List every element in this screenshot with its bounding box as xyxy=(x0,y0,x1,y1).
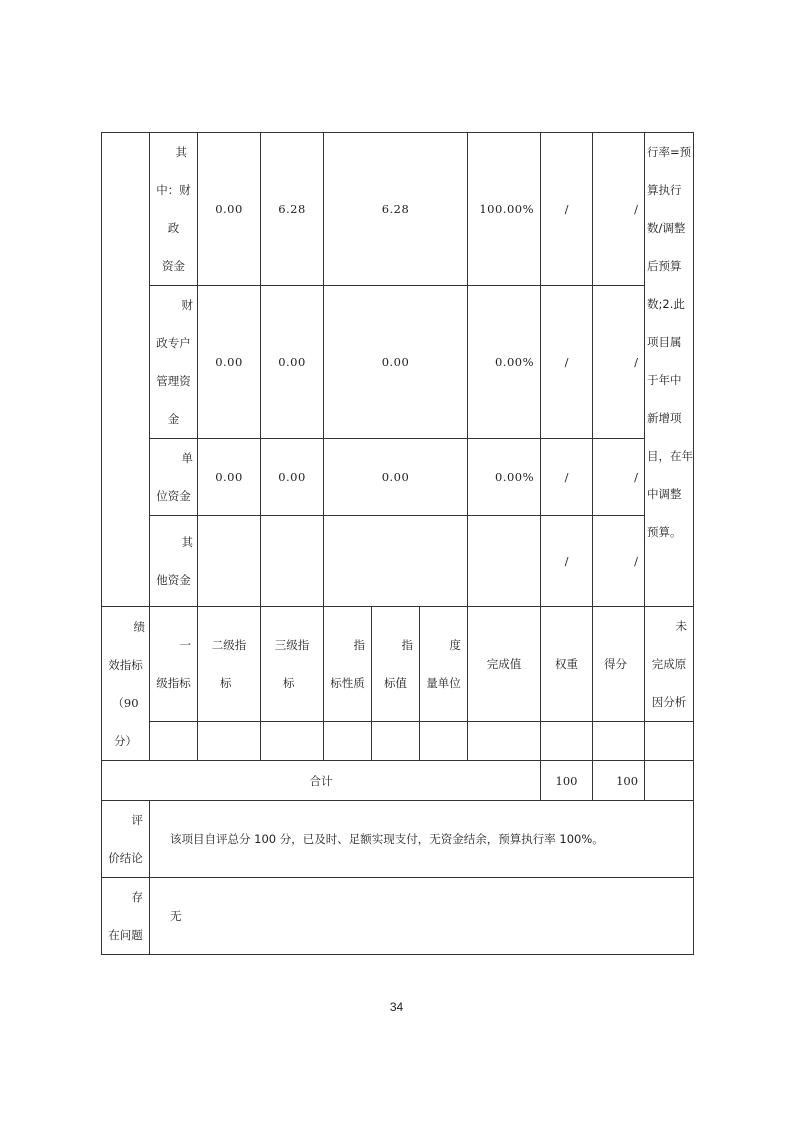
score-value: / xyxy=(593,439,645,516)
score-value: / xyxy=(593,133,645,286)
left-blank-cell xyxy=(102,133,150,607)
empty-cell xyxy=(420,722,468,761)
source-label: 其 他资金 xyxy=(150,516,198,607)
conclusion-label: 评 价结论 xyxy=(102,801,150,878)
indicator-section-label: 绩 效指标 （90 分） xyxy=(102,607,150,761)
executed-value: 6.28 xyxy=(324,133,468,286)
indicator-nature-header: 指 标性质 xyxy=(324,607,372,722)
annual-budget-value xyxy=(261,516,324,607)
source-label: 其 中：财政 资金 xyxy=(150,133,198,286)
empty-cell xyxy=(645,722,694,761)
initial-budget-value xyxy=(198,516,261,607)
total-score: 100 xyxy=(593,761,645,801)
initial-budget-value: 0.00 xyxy=(198,439,261,516)
annual-budget-value: 0.00 xyxy=(261,286,324,439)
level1-indicator-header: 一 级指标 xyxy=(150,607,198,722)
weight-value: / xyxy=(541,133,593,286)
source-row-other xyxy=(102,516,694,607)
execution-rate-value: 100.00% xyxy=(468,133,541,286)
total-label: 合计 xyxy=(102,761,541,801)
issues-row xyxy=(102,878,694,955)
performance-evaluation-table xyxy=(101,132,694,955)
empty-cell xyxy=(593,722,645,761)
indicator-value-header: 指 标值 xyxy=(372,607,420,722)
empty-cell xyxy=(645,761,694,801)
weight-value: / xyxy=(541,439,593,516)
empty-cell xyxy=(198,722,261,761)
conclusion-row xyxy=(102,801,694,878)
completed-value-header: 完成值 xyxy=(468,607,541,722)
level2-indicator-header: 二级指 标 xyxy=(198,607,261,722)
issues-label: 存 在问题 xyxy=(102,878,150,955)
weight-header: 权重 xyxy=(541,607,593,722)
annual-budget-value: 0.00 xyxy=(261,439,324,516)
total-row xyxy=(102,761,694,801)
execution-rate-value: 0.00% xyxy=(468,286,541,439)
empty-cell xyxy=(468,722,541,761)
source-row-special-account xyxy=(102,286,694,439)
empty-cell xyxy=(372,722,420,761)
measure-unit-header: 度 量单位 xyxy=(420,607,468,722)
initial-budget-value: 0.00 xyxy=(198,133,261,286)
level3-indicator-header: 三级指 标 xyxy=(261,607,324,722)
unfinished-reason-header: 未 完成原 因分析 xyxy=(645,607,694,722)
executed-value: 0.00 xyxy=(324,286,468,439)
empty-cell xyxy=(541,722,593,761)
empty-cell xyxy=(324,722,372,761)
conclusion-text: 该项目自评总分 100 分，已及时、足额实现支付，无资金结余，预算执行率 100%。 xyxy=(150,801,694,878)
executed-value xyxy=(324,516,468,607)
weight-value: / xyxy=(541,286,593,439)
execution-note: 行率=预 算执行 数/调整 后预算 数;2.此 项目属 于年中 新增项 目，在年 中调整 预算。 xyxy=(645,133,694,607)
page-number: 34 xyxy=(389,1000,404,1014)
indicator-empty-row xyxy=(102,722,694,761)
executed-value: 0.00 xyxy=(324,439,468,516)
source-row-unit xyxy=(102,439,694,516)
initial-budget-value: 0.00 xyxy=(198,286,261,439)
indicator-header-row xyxy=(102,607,694,722)
source-label: 单 位资金 xyxy=(150,439,198,516)
score-header: 得分 xyxy=(593,607,645,722)
issues-text: 无 xyxy=(150,878,694,955)
annual-budget-value: 6.28 xyxy=(261,133,324,286)
empty-cell xyxy=(150,722,198,761)
source-row-fiscal xyxy=(102,133,694,286)
score-value: / xyxy=(593,286,645,439)
total-weight: 100 xyxy=(541,761,593,801)
empty-cell xyxy=(261,722,324,761)
source-label: 财 政专户 管理资 金 xyxy=(150,286,198,439)
score-value: / xyxy=(593,516,645,607)
execution-rate-value xyxy=(468,516,541,607)
weight-value: / xyxy=(541,516,593,607)
execution-rate-value: 0.00% xyxy=(468,439,541,516)
